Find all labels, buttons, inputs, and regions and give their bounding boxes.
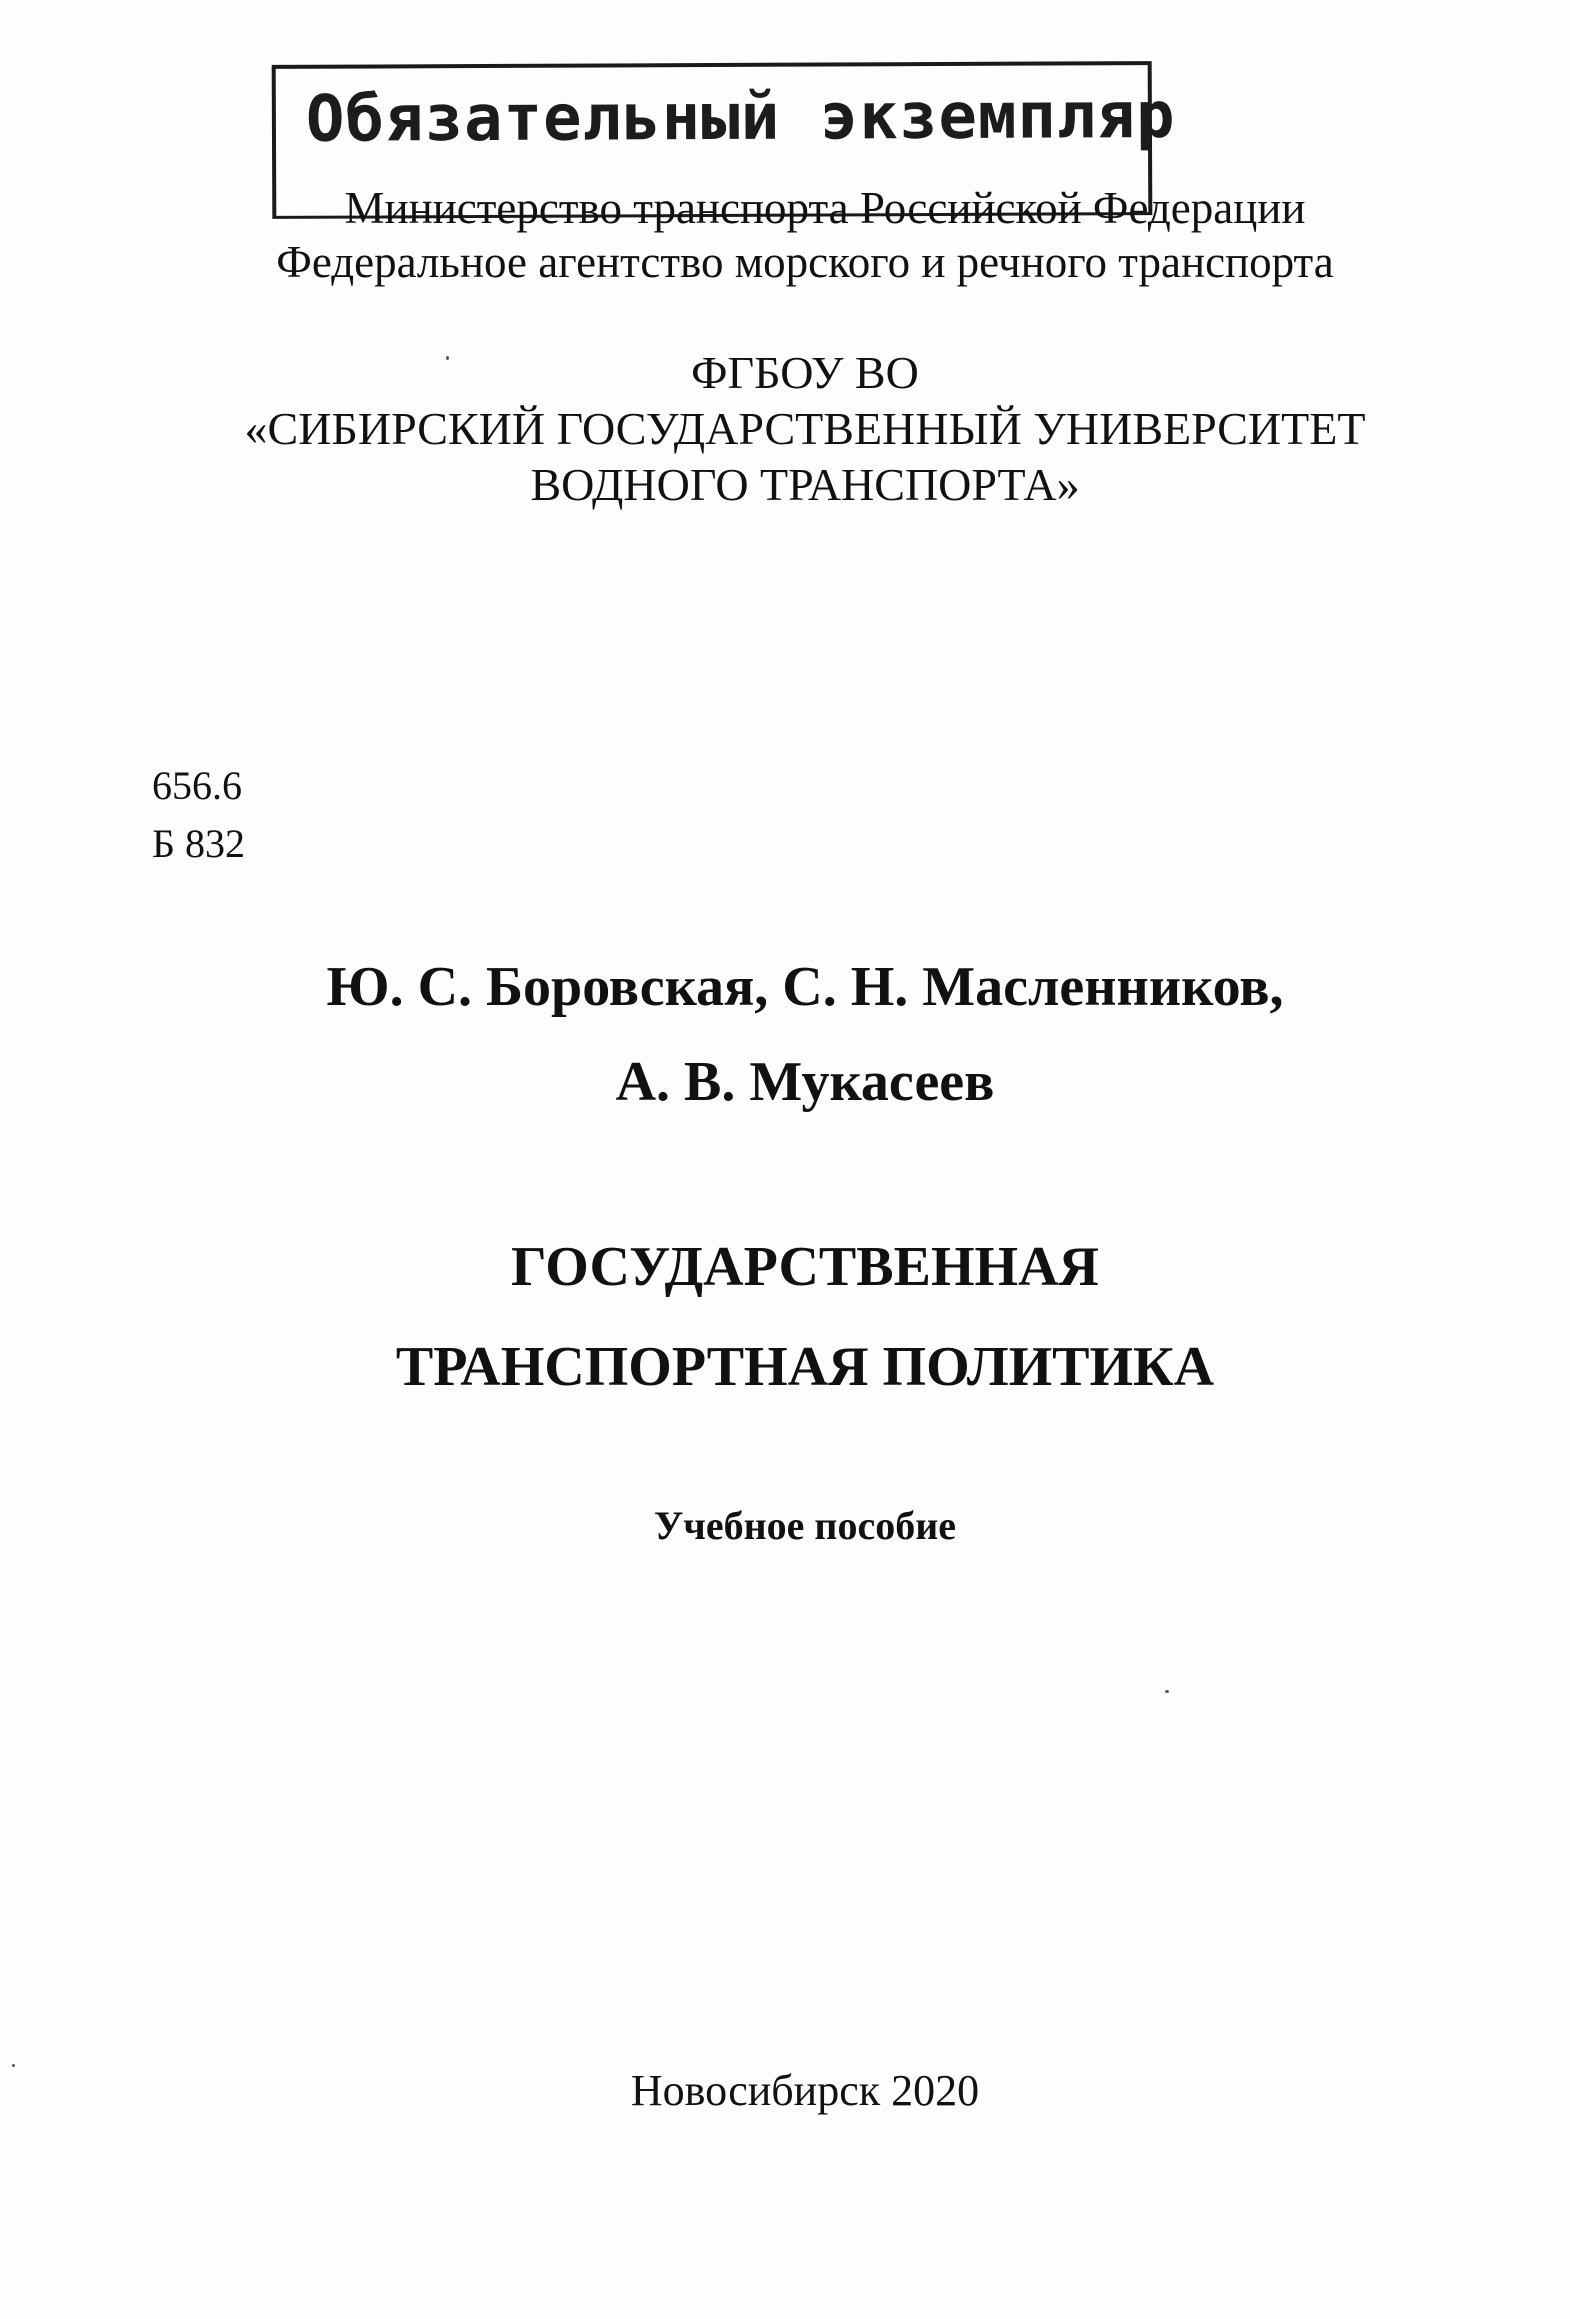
authors-line-2: А. В. Мукасеев — [615, 1051, 995, 1113]
book-subtitle: Учебное пособие — [653, 1503, 957, 1548]
book-title-line-1: ГОСУДАРСТВЕННАЯ — [511, 1236, 1099, 1298]
stamp-text: Обязательный экземпляр — [305, 78, 1176, 157]
university-line-2: ВОДНОГО ТРАНСПОРТА» — [530, 459, 1080, 510]
imprint-city-year: Новосибирск 2020 — [630, 2066, 980, 2115]
university-line-1: «СИБИРСКИЙ ГОСУДАРСТВЕННЫЙ УНИВЕРСИТЕТ — [244, 403, 1366, 454]
scan-speck — [446, 356, 449, 360]
book-title-line-2: ТРАНСПОРТНАЯ ПОЛИТИКА — [395, 1336, 1215, 1398]
agency-line: Федеральное агентство морского и речного транспорта — [276, 237, 1334, 287]
ministry-line: Министерство транспорта Российской Федерации — [344, 183, 1306, 233]
scan-speck — [12, 2064, 15, 2067]
org-type-line: ФГБОУ ВО — [691, 347, 919, 398]
scan-speck — [1165, 1690, 1169, 1693]
authors-line-1: Ю. С. Боровская, С. Н. Масленников, — [326, 956, 1284, 1018]
udc-code: 656.6 — [152, 763, 242, 808]
author-mark: Б 832 — [152, 821, 245, 866]
